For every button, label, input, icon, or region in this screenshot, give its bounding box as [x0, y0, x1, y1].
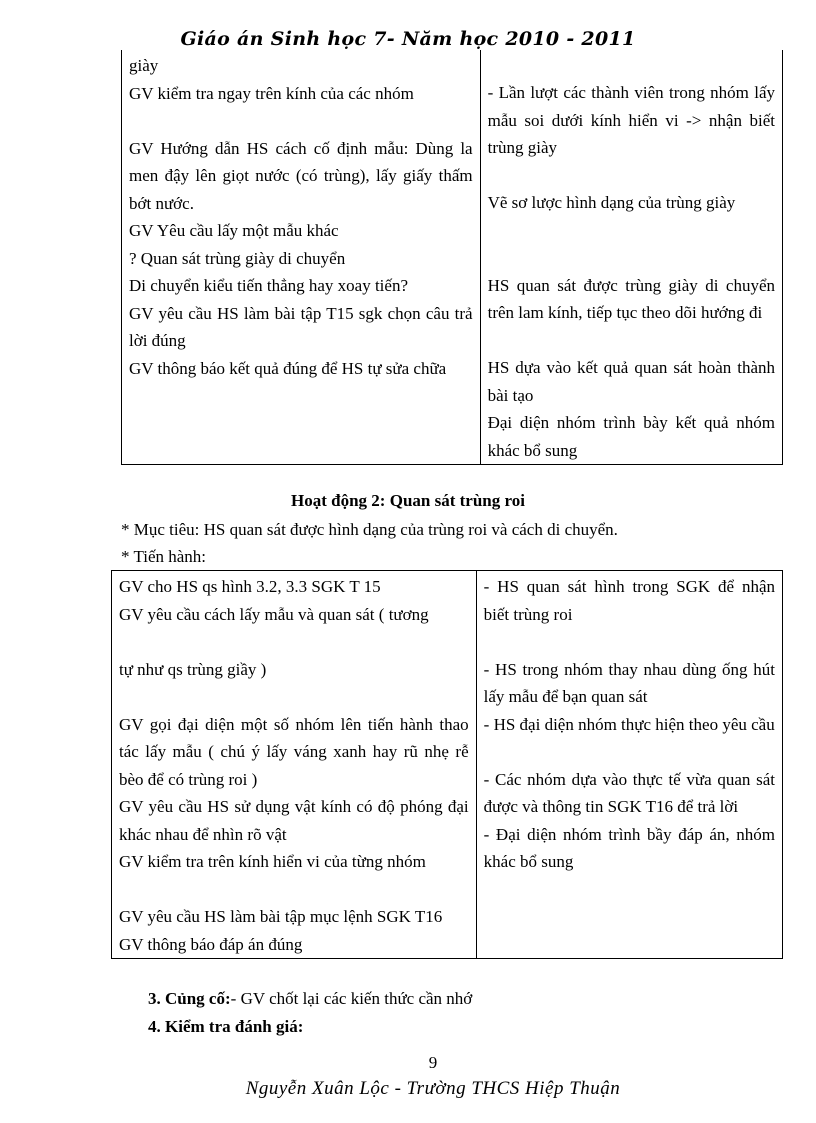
table-line: GV thông báo đáp án đúng — [119, 934, 303, 954]
table-line: GV yêu cầu HS sử dụng vật kính có độ phóng đại khác nhau để nhìn rõ vật — [119, 797, 469, 844]
consolidation-line — [148, 989, 472, 1009]
table-line: - HS trong nhóm thay nhau dùng ống hút lấy mẫu để bạn quan sát — [483, 659, 775, 706]
assessment-line — [148, 1017, 303, 1037]
teacher-column — [112, 571, 477, 959]
table-line: Di chuyển kiểu tiến thẳng hay xoay tiến? — [129, 276, 408, 295]
spacer — [484, 628, 775, 656]
student-column — [480, 50, 782, 465]
table-line: tự như qs trùng giầy ) — [119, 659, 267, 679]
spacer — [488, 217, 775, 245]
teacher-column — [122, 50, 481, 465]
table-line: - HS đại diện nhóm thực hiện theo yêu cầu — [483, 714, 775, 734]
table-line: Vẽ sơ lược hình dạng của trùng giày — [487, 193, 736, 212]
spacer — [488, 327, 775, 355]
spacer — [119, 628, 469, 656]
table-line: HS quan sát được trùng giày di chuyển trên lam kính, tiếp tục theo dõi hướng đi — [487, 275, 775, 322]
table-line: GV yêu cầu HS làm bài tập mục lệnh SGK T16 — [119, 907, 443, 926]
page-footer: Nguyễn Xuân Lộc - Trường THCS Hiệp Thuận — [245, 1078, 621, 1099]
spacer — [488, 162, 775, 190]
spacer — [484, 738, 775, 766]
table-line: - Lần lượt các thành viên trong nhóm lấy mẫu soi dưới kính hiển vi -> nhận biết trùng giày — [487, 83, 775, 157]
procedure-text: * Tiến hành: — [121, 547, 207, 566]
table-line: GV yêu cầu HS làm bài tập T15 sgk chọn câu trả lời đúng — [129, 303, 473, 350]
spacer — [119, 876, 469, 904]
assessment-label: 4. Kiểm tra đánh giá: — [148, 1017, 304, 1036]
table-line: giày — [129, 56, 159, 75]
table-line: HS dựa vào kết quả quan sát hoàn thành bài tạo — [487, 358, 775, 405]
table-line: GV Yêu cầu lấy một mẫu khác — [129, 221, 339, 240]
activity-table-2 — [111, 570, 783, 959]
page-header: Giáo án Sinh học 7- Năm học 2010 - 2011 — [180, 28, 636, 50]
table-line: GV thông báo kết quả đúng để HS tự sửa chữa — [129, 358, 447, 378]
table-line: - Các nhóm dựa vào thực tế vừa quan sát được và thông tin SGK T16 để trả lời — [483, 769, 775, 816]
objective-text: * Mục tiêu: HS quan sát được hình dạng của trùng roi và cách di chuyển. — [121, 520, 618, 539]
table-line: GV yêu cầu cách lấy mẫu và quan sát ( tương — [119, 604, 429, 624]
consolidation-text: - GV chốt lại các kiến thức cần nhớ — [230, 989, 473, 1008]
student-column — [476, 571, 782, 959]
table-line: GV gọi đại diện một số nhóm lên tiến hành thao tác lấy mẫu ( chú ý lấy váng xanh hay rũ nhẹ rễ bèo để có trùng roi ) — [119, 714, 469, 789]
table-line: Đại diện nhóm trình bày kết quả nhóm khác bổ sung — [487, 413, 775, 460]
table-line: - HS quan sát hình trong SGK để nhận biết trùng roi — [483, 577, 775, 624]
spacer — [488, 244, 775, 272]
table-line: ? Quan sát trùng giày di chuyển — [129, 248, 346, 268]
section-title: Hoạt động 2: Quan sát trùng roi — [291, 491, 525, 510]
table-line: GV kiểm tra ngay trên kính của các nhóm — [129, 83, 414, 103]
spacer — [129, 107, 473, 135]
table-line: GV cho HS qs hình 3.2, 3.3 SGK T 15 — [119, 577, 381, 596]
spacer — [119, 683, 469, 711]
table-line: GV kiểm tra trên kính hiển vi của từng nhóm — [119, 852, 426, 871]
page-number: 9 — [428, 1053, 438, 1072]
table-line: - Đại diện nhóm trình bầy đáp án, nhóm khác bổ sung — [483, 824, 775, 871]
consolidation-label: 3. Củng cố: — [148, 989, 231, 1008]
activity-table-1 — [121, 50, 783, 465]
table-line: GV Hướng dẫn HS cách cố định mẫu: Dùng la men đậy lên giọt nước (có trùng), lấy giấy thấm bớt nước. — [129, 138, 473, 213]
